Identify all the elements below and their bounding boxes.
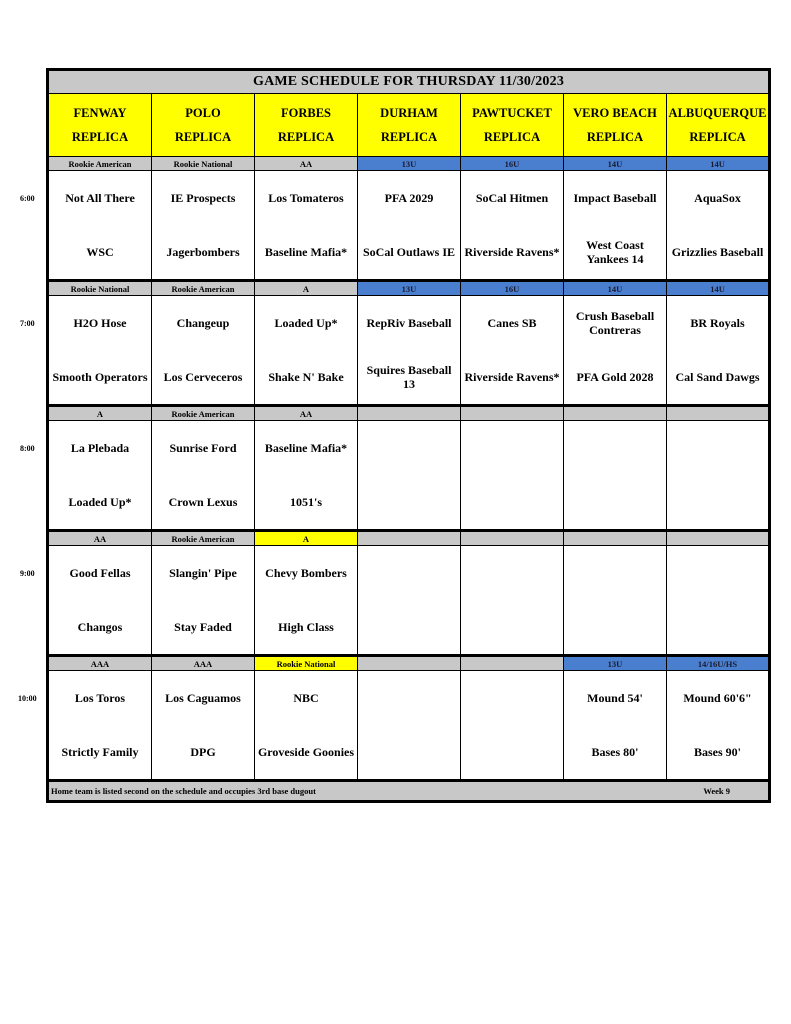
field-sub: REPLICA <box>174 130 232 144</box>
game-cell <box>152 546 255 656</box>
home-team: Riverside Ravens* <box>464 370 560 384</box>
away-team <box>667 546 768 600</box>
game-schedule-table <box>46 68 771 803</box>
division-label <box>358 406 461 421</box>
game-cell <box>255 546 358 656</box>
away-team <box>564 546 666 600</box>
game-cell <box>461 171 564 281</box>
home-team: Los Cerveceros <box>163 370 243 384</box>
division-label: 13U <box>358 281 461 296</box>
division-label: 13U <box>358 157 461 171</box>
division-label: A <box>255 281 358 296</box>
game-cell <box>461 421 564 531</box>
division-label: AA <box>48 531 152 546</box>
division-label: 13U <box>564 656 667 671</box>
game-cell <box>564 171 667 281</box>
away-team: Chevy Bombers <box>265 566 347 580</box>
away-team: PFA 2029 <box>384 191 434 205</box>
game-cell <box>48 296 152 406</box>
game-cell <box>48 421 152 531</box>
week-label: Week 9 <box>703 786 731 796</box>
game-cell <box>564 546 667 656</box>
home-team <box>358 725 460 779</box>
home-team: Cal Sand Dawgs <box>675 370 760 384</box>
time-label: 6:00 <box>20 193 35 203</box>
away-team: Slangin' Pipe <box>169 566 237 580</box>
home-team: High Class <box>278 620 334 634</box>
game-cell <box>358 296 461 406</box>
division-label: 14/16U/HS <box>667 656 770 671</box>
game-cell <box>358 421 461 531</box>
home-team: Changos <box>77 620 123 634</box>
game-cell <box>152 421 255 531</box>
away-team: RepRiv Baseball <box>366 316 452 330</box>
away-team: SoCal Hitmen <box>475 191 549 205</box>
field-name: ALBUQUERQUE <box>668 106 767 120</box>
home-team <box>461 475 563 529</box>
game-cell <box>48 171 152 281</box>
home-team: DPG <box>190 745 216 759</box>
home-team <box>564 475 666 529</box>
away-team <box>461 671 563 725</box>
away-team <box>667 421 768 475</box>
field-sub: REPLICA <box>71 130 129 144</box>
division-label <box>461 406 564 421</box>
away-team <box>461 421 563 475</box>
home-team: Crown Lexus <box>168 495 238 509</box>
away-team: Changeup <box>176 316 230 330</box>
away-team: Loaded Up* <box>274 316 338 330</box>
game-cell <box>358 546 461 656</box>
away-team: Los Caguamos <box>165 691 241 705</box>
field-sub: REPLICA <box>277 130 335 144</box>
game-cell <box>667 421 770 531</box>
game-cell <box>48 671 152 781</box>
field-name: VERO BEACH <box>573 106 657 120</box>
field-sub: REPLICA <box>483 130 541 144</box>
home-team: Loaded Up* <box>68 495 132 509</box>
away-team <box>564 421 666 475</box>
game-cell <box>564 421 667 531</box>
field-header-durham <box>358 94 461 157</box>
away-team <box>461 546 563 600</box>
away-team: Baseline Mafia* <box>264 441 348 455</box>
game-cell <box>461 296 564 406</box>
game-cell <box>255 296 358 406</box>
home-team: West Coast Yankees 14 <box>586 238 644 266</box>
field-name: DURHAM <box>380 106 438 120</box>
division-label: AAA <box>152 656 255 671</box>
division-label: 14U <box>564 157 667 171</box>
home-team <box>461 600 563 654</box>
away-team: Canes SB <box>487 316 537 330</box>
division-label: A <box>48 406 152 421</box>
division-label: Rookie American <box>152 406 255 421</box>
game-cell <box>152 296 255 406</box>
away-team: Los Tomateros <box>268 191 344 205</box>
away-team: Crush Baseball Contreras <box>575 309 655 337</box>
division-label: 16U <box>461 157 564 171</box>
home-team: Grizzlies Baseball <box>671 245 764 259</box>
field-header-pawtucket <box>461 94 564 157</box>
division-label <box>358 656 461 671</box>
field-sub: REPLICA <box>380 130 438 144</box>
schedule-footer <box>48 781 770 802</box>
time-label: 8:00 <box>20 443 35 453</box>
away-team: Sunrise Ford <box>169 441 237 455</box>
division-label: Rookie National <box>152 157 255 171</box>
away-team: H2O Hose <box>73 316 127 330</box>
home-team <box>461 725 563 779</box>
game-cell <box>667 546 770 656</box>
away-team: BR Royals <box>690 316 745 330</box>
division-label: A <box>255 531 358 546</box>
field-header-forbes <box>255 94 358 157</box>
home-team <box>667 475 768 529</box>
division-label: Rookie National <box>255 656 358 671</box>
away-team: AquaSox <box>694 191 741 205</box>
away-team <box>358 671 460 725</box>
game-cell <box>255 671 358 781</box>
schedule-title: GAME SCHEDULE FOR THURSDAY 11/30/2023 <box>48 70 770 94</box>
home-team: SoCal Outlaws IE <box>362 245 456 259</box>
field-name: FORBES <box>280 106 331 120</box>
away-team: Impact Baseball <box>573 191 657 205</box>
away-team: Not All There <box>65 191 135 205</box>
time-label: 7:00 <box>20 318 35 328</box>
division-label: Rookie National <box>48 281 152 296</box>
division-label: 14U <box>564 281 667 296</box>
home-team: 1051's <box>289 495 322 509</box>
home-team <box>667 600 768 654</box>
game-cell <box>48 546 152 656</box>
game-cell <box>564 296 667 406</box>
home-team-note: Home team is listed second on the schedule and occupies 3rd base dugout <box>51 786 316 796</box>
home-team <box>358 600 460 654</box>
away-team: IE Prospects <box>170 191 236 205</box>
division-label <box>358 531 461 546</box>
field-header-vero-beach <box>564 94 667 157</box>
away-team: Mound 54' <box>587 691 643 705</box>
home-team: Groveside Goonies <box>257 745 355 759</box>
game-cell <box>667 671 770 781</box>
game-cell <box>358 171 461 281</box>
home-team: Strictly Family <box>61 745 139 759</box>
away-team: Mound 60'6" <box>683 691 752 705</box>
game-cell <box>255 171 358 281</box>
field-sub: REPLICA <box>689 130 746 144</box>
division-label: Rookie American <box>152 531 255 546</box>
home-team <box>358 475 460 529</box>
field-name: FENWAY <box>73 106 127 120</box>
division-label <box>564 531 667 546</box>
time-label: 9:00 <box>20 568 35 578</box>
home-team: Bases 90' <box>694 745 742 759</box>
away-team <box>358 421 460 475</box>
game-cell <box>461 546 564 656</box>
game-cell <box>358 671 461 781</box>
game-cell <box>667 296 770 406</box>
home-team: Stay Faded <box>174 620 232 634</box>
field-name: POLO <box>185 106 221 120</box>
away-team: Los Toros <box>74 691 126 705</box>
division-label: Rookie American <box>48 157 152 171</box>
division-label: 14U <box>667 157 770 171</box>
game-cell <box>667 171 770 281</box>
division-label <box>461 531 564 546</box>
division-label <box>461 656 564 671</box>
home-team: WSC <box>86 245 114 259</box>
game-cell <box>255 421 358 531</box>
division-label <box>667 406 770 421</box>
home-team: Riverside Ravens* <box>464 245 560 259</box>
game-cell <box>461 671 564 781</box>
home-team: Baseline Mafia* <box>264 245 348 259</box>
division-label: AA <box>255 157 358 171</box>
home-team: Bases 80' <box>591 745 639 759</box>
division-label <box>667 531 770 546</box>
field-name: PAWTUCKET <box>472 106 552 120</box>
field-header-polo <box>152 94 255 157</box>
away-team <box>358 546 460 600</box>
field-header-albuquerque <box>667 94 770 157</box>
away-team: Good Fellas <box>69 566 131 580</box>
home-team <box>564 600 666 654</box>
home-team: PFA Gold 2028 <box>576 370 654 384</box>
division-label: AAA <box>48 656 152 671</box>
division-label: AA <box>255 406 358 421</box>
home-team: Squires Baseball 13 <box>366 363 452 391</box>
home-team: Smooth Operators <box>52 370 148 384</box>
division-label: Rookie American <box>152 281 255 296</box>
division-label <box>564 406 667 421</box>
home-team: Jagerbombers <box>166 245 240 259</box>
game-cell <box>152 171 255 281</box>
field-header-fenway <box>48 94 152 157</box>
time-label: 10:00 <box>18 693 37 703</box>
division-label: 16U <box>461 281 564 296</box>
game-cell <box>564 671 667 781</box>
game-cell <box>152 671 255 781</box>
field-sub: REPLICA <box>586 130 644 144</box>
away-team: La Plebada <box>70 441 130 455</box>
home-team: Shake N' Bake <box>268 370 344 384</box>
away-team: NBC <box>293 691 319 705</box>
division-label: 14U <box>667 281 770 296</box>
